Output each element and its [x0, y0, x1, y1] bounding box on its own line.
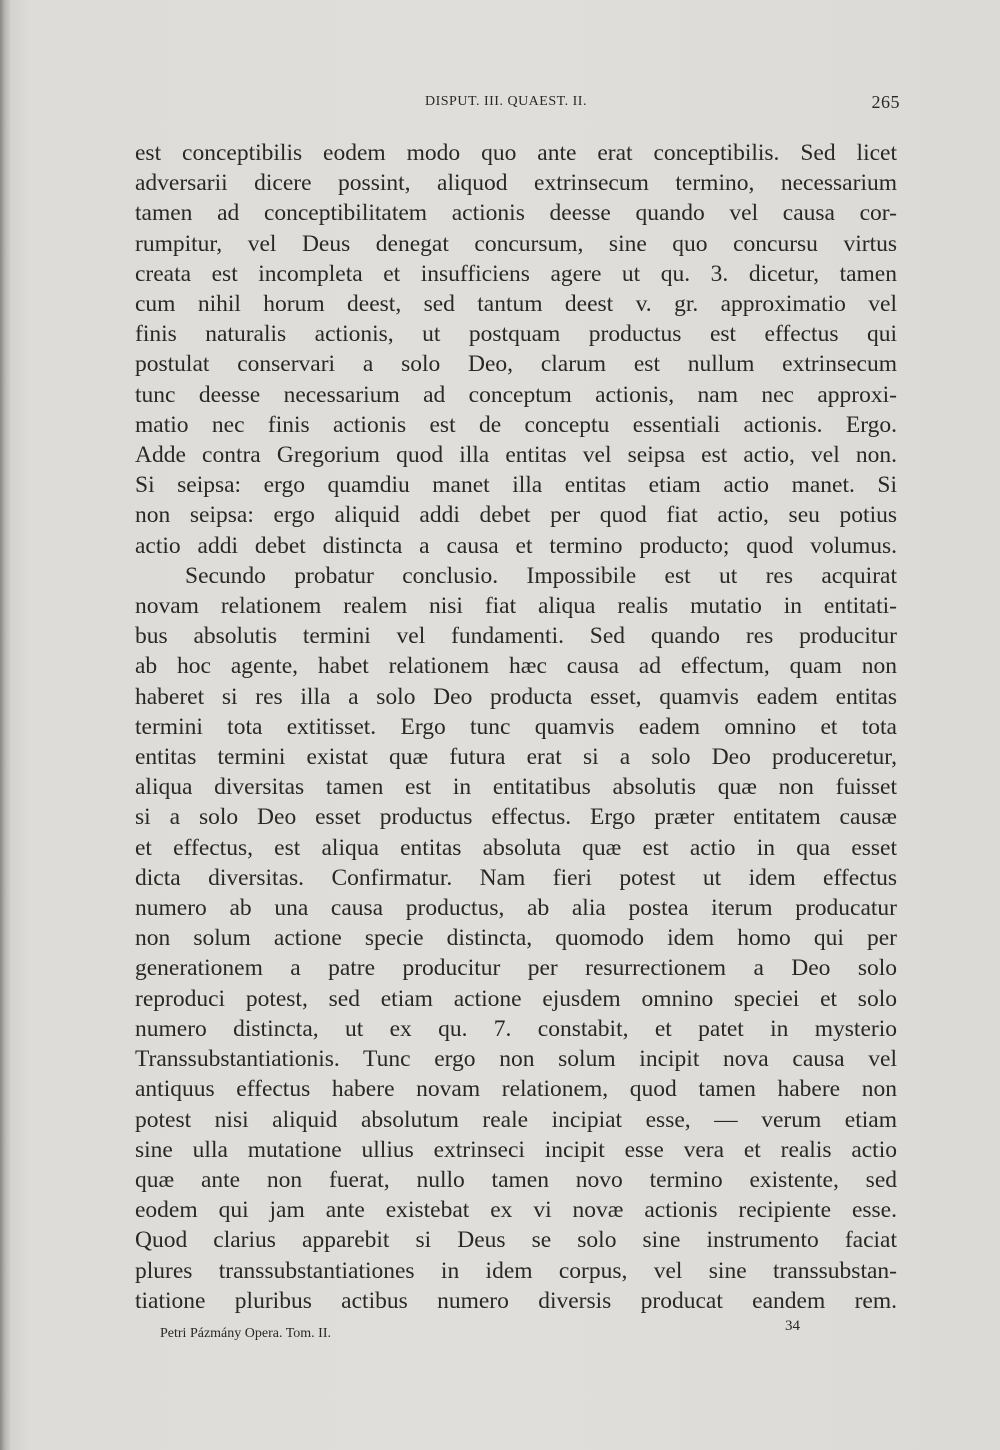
page-number: 265 [871, 92, 900, 112]
signature-mark: 34 [785, 1318, 800, 1334]
text-line: si a solo Deo esset productus effectus. Ergo præter entitatem causæ [135, 804, 897, 831]
text-line: Transsubstantiationis. Tunc ergo non solum incipit nova causa vel [135, 1046, 897, 1073]
text-line: numero distincta, ut ex qu. 7. constabit, et patet in mysterio [135, 1015, 897, 1042]
page-footer [160, 1318, 800, 1348]
text-line: non seipsa: ergo aliquid addi debet per quod fiat actio, seu potius [135, 502, 897, 529]
text-line: ab hoc agente, habet relationem hæc causa ad effectum, quam non [135, 653, 897, 680]
text-line: aliqua diversitas tamen est in entitatibus absolutis quæ non fuisset [135, 774, 897, 801]
text-line: actio addi debet distincta a causa et termino producto; quod volumus. [135, 532, 897, 559]
text-line: non solum actione specie distincta, quomodo idem homo qui per [135, 925, 897, 952]
footer-credit: Petri Pázmány Opera. Tom. II. [160, 1326, 331, 1341]
text-line: creata est incompleta et insufficiens agere ut qu. 3. dicetur, tamen [135, 260, 897, 287]
text-line: tunc deesse necessarium ad conceptum actionis, nam nec approxi- [135, 381, 897, 408]
text-line: Quod clarius apparebit si Deus se solo sine instrumento faciat [135, 1227, 897, 1254]
text-line: generationem a patre producitur per resurrectionem a Deo solo [135, 955, 897, 982]
text-line: quæ ante non fuerat, nullo tamen novo termino existente, sed [135, 1166, 897, 1193]
text-line: potest nisi aliquid absolutum reale incipiat esse, — verum etiam [135, 1106, 897, 1133]
text-line: Si seipsa: ergo quamdiu manet illa entitas etiam actio manet. Si [135, 472, 897, 499]
text-line: antiquus effectus habere novam relationem, quod tamen habere non [135, 1076, 897, 1103]
running-head [135, 92, 900, 116]
text-line: haberet si res illa a solo Deo producta esset, quamvis eadem entitas [135, 683, 897, 710]
text-line: cum nihil horum deest, sed tantum deest v. gr. approximatio vel [135, 291, 897, 318]
text-line: sine ulla mutatione ullius extrinseci incipit esse vera et realis actio [135, 1136, 897, 1163]
text-line: reproduci potest, sed etiam actione ejusdem omnino speciei et solo [135, 985, 897, 1012]
text-line: eodem qui jam ante existebat ex vi novæ actionis recipiente esse. [135, 1197, 897, 1224]
text-line: et effectus, est aliqua entitas absoluta quæ est actio in qua esset [135, 834, 897, 861]
text-line: rumpitur, vel Deus denegat concursum, sine quo concursu virtus [135, 230, 897, 257]
text-line: novam relationem realem nisi fiat aliqua realis mutatio in entitati- [135, 593, 897, 620]
paragraph-start-line: Secundo probatur conclusio. Impossibile est ut res acquirat [185, 562, 897, 589]
text-line: est conceptibilis eodem modo quo ante erat conceptibilis. Sed licet [135, 140, 897, 166]
text-line: numero ab una causa productus, ab alia postea iterum producatur [135, 895, 897, 922]
running-title: DISPUT. III. QUAEST. II. [425, 94, 587, 109]
text-line: Adde contra Gregorium quod illa entitas vel seipsa est actio, vel non. [135, 442, 897, 469]
text-line: plures transsubstantiationes in idem corpus, vel sine transsubstan- [135, 1257, 897, 1284]
text-line: tiatione pluribus actibus numero diversis producat eandem rem. [135, 1287, 897, 1314]
text-line: finis naturalis actionis, ut postquam productus est effectus qui [135, 321, 897, 348]
text-line: entitas termini existat quæ futura erat si a solo Deo produceretur, [135, 744, 897, 771]
text-line: dicta diversitas. Confirmatur. Nam fieri potest ut idem effectus [135, 864, 897, 891]
body-text [135, 138, 897, 1316]
text-line: tamen ad conceptibilitatem actionis deesse quando vel causa cor- [135, 200, 897, 227]
page-binding-edge [0, 0, 10, 1450]
text-line: postulat conservari a solo Deo, clarum est nullum extrinsecum [135, 351, 897, 378]
text-line: adversarii dicere possint, aliquod extrinsecum termino, necessarium [135, 170, 897, 197]
text-line: matio nec finis actionis est de conceptu essentiali actionis. Ergo. [135, 411, 897, 438]
text-line: bus absolutis termini vel fundamenti. Sed quando res producitur [135, 623, 897, 650]
text-line: termini tota extitisset. Ergo tunc quamvis eadem omnino et tota [135, 713, 897, 740]
